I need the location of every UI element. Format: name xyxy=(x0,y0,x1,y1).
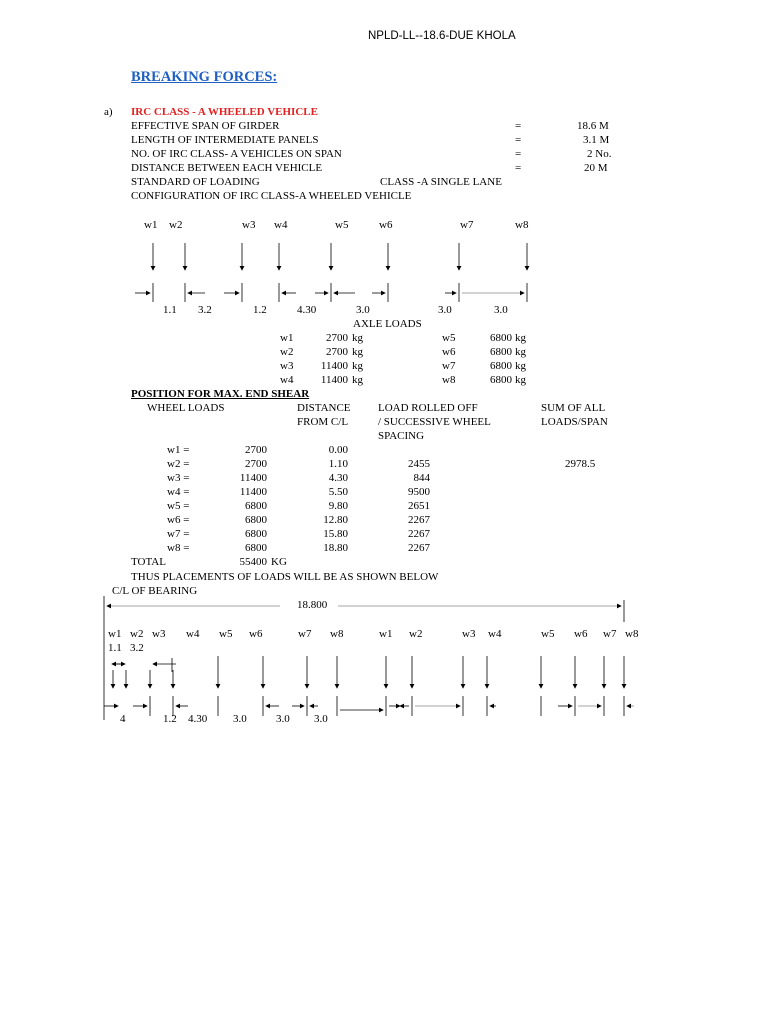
wheel-label: w7 xyxy=(460,219,474,231)
header-wheel-loads: WHEEL LOADS xyxy=(147,402,225,414)
spacing-label: 3.0 xyxy=(276,713,290,725)
cell-wheel: w4 = xyxy=(167,486,190,498)
standard-label: STANDARD OF LOADING xyxy=(131,176,260,188)
param-equals: = xyxy=(515,134,522,146)
total-value: 55400 xyxy=(239,556,267,568)
wheel-label: w3 xyxy=(242,219,256,231)
header-sum: SUM OF ALL xyxy=(541,402,606,414)
wheel-label: w5 xyxy=(335,219,349,231)
spacing-label: 1.1 xyxy=(163,304,177,316)
param-value: 2 No. xyxy=(587,148,612,160)
vehicle-dimension-line xyxy=(135,283,527,302)
spacing-label: 3.0 xyxy=(494,304,508,316)
cell-load: 11400 xyxy=(239,472,267,484)
param-label: EFFECTIVE SPAN OF GIRDER xyxy=(131,120,280,132)
page-title: BREAKING FORCES: xyxy=(131,69,278,85)
spacing-label: 1.1 xyxy=(108,642,122,654)
cell-load: 2700 xyxy=(245,444,267,456)
cell-wheel: w8 = xyxy=(167,542,190,554)
header-successive: / SUCCESSIVE WHEEL xyxy=(378,416,491,428)
axle-unit: kg xyxy=(515,346,526,358)
position-title: POSITION FOR MAX. END SHEAR xyxy=(131,388,310,400)
cell-load: 6800 xyxy=(245,514,267,526)
axle-name: w2 xyxy=(280,346,294,358)
wheel-label: w4 xyxy=(274,219,288,231)
axle-load: 2700 xyxy=(326,346,348,358)
wheel-label: w7 xyxy=(298,628,312,640)
axle-unit: kg xyxy=(515,360,526,372)
wheel-label: w2 xyxy=(169,219,183,231)
axle-unit: kg xyxy=(352,360,363,372)
wheel-label: w6 xyxy=(574,628,588,640)
placement-note: THUS PLACEMENTS OF LOADS WILL BE AS SHOWN BELOW xyxy=(131,571,439,583)
axle-load: 11400 xyxy=(320,360,348,372)
spacing-label: 4 xyxy=(120,713,126,725)
param-value: 20 M xyxy=(584,162,608,174)
cell-rolled: 2651 xyxy=(408,500,430,512)
wheel-label: w8 xyxy=(625,628,639,640)
cell-rolled: 9500 xyxy=(408,486,430,498)
axle-name: w4 xyxy=(280,374,294,386)
axle-unit: kg xyxy=(515,332,526,344)
param-equals: = xyxy=(515,148,522,160)
axle-name: w6 xyxy=(442,346,456,358)
wheel-label: w6 xyxy=(379,219,393,231)
cell-load: 6800 xyxy=(245,528,267,540)
wheel-label: w1 xyxy=(108,628,122,640)
axle-load: 2700 xyxy=(326,332,348,344)
param-label: LENGTH OF INTERMEDIATE PANELS xyxy=(131,134,319,146)
spacing-label: 3.0 xyxy=(233,713,247,725)
wheel-label: w8 xyxy=(515,219,529,231)
spacing-label: 3.0 xyxy=(438,304,452,316)
header-from-cl: FROM C/L xyxy=(297,416,349,428)
cell-rolled: 2267 xyxy=(408,528,430,540)
wheel-label: w3 xyxy=(462,628,476,640)
wheel-label: w2 xyxy=(409,628,423,640)
param-equals: = xyxy=(515,162,522,174)
header-spacing: SPACING xyxy=(378,430,425,442)
header-rolled-off: LOAD ROLLED OFF xyxy=(378,402,478,414)
bearing-label: C/L OF BEARING xyxy=(112,585,198,597)
cell-sum: 2978.5 xyxy=(565,458,596,470)
cell-rolled: 2267 xyxy=(408,542,430,554)
spacing-label: 1.2 xyxy=(163,713,177,725)
axle-loads-title: AXLE LOADS xyxy=(353,318,422,330)
cell-distance: 9.80 xyxy=(328,500,348,512)
spacing-label: 3.0 xyxy=(356,304,370,316)
cell-load: 11400 xyxy=(239,486,267,498)
span-label: 18.800 xyxy=(297,599,328,611)
placement-load-arrows xyxy=(113,656,624,688)
cell-wheel: w3 = xyxy=(167,472,190,484)
cell-distance: 1.10 xyxy=(328,458,348,470)
axle-unit: kg xyxy=(352,332,363,344)
cell-distance: 5.50 xyxy=(328,486,348,498)
cell-load: 6800 xyxy=(245,500,267,512)
cell-load: 6800 xyxy=(245,542,267,554)
spacing-label: 3.2 xyxy=(198,304,212,316)
wheel-label: w8 xyxy=(330,628,344,640)
wheel-label: w3 xyxy=(152,628,166,640)
axle-load: 6800 xyxy=(490,332,512,344)
axle-load: 6800 xyxy=(490,374,512,386)
total-unit: KG xyxy=(271,556,287,568)
wheel-label: w5 xyxy=(219,628,233,640)
standard-value: CLASS -A SINGLE LANE xyxy=(380,176,502,188)
axle-load: 6800 xyxy=(490,346,512,358)
cell-wheel: w7 = xyxy=(167,528,190,540)
axle-load: 11400 xyxy=(320,374,348,386)
cell-wheel: w5 = xyxy=(167,500,190,512)
cell-distance: 4.30 xyxy=(328,472,348,484)
axle-name: w7 xyxy=(442,360,456,372)
spacing-label: 3.2 xyxy=(130,642,144,654)
section-marker: a) xyxy=(104,106,113,118)
config-label: CONFIGURATION OF IRC CLASS-A WHEELED VEHICLE xyxy=(131,190,412,202)
cell-wheel: w6 = xyxy=(167,514,190,526)
cell-wheel: w2 = xyxy=(167,458,190,470)
vehicle-load-arrows xyxy=(153,243,527,270)
wheel-label: w7 xyxy=(603,628,617,640)
wheel-label: w6 xyxy=(249,628,263,640)
spacing-label: 4.30 xyxy=(188,713,208,725)
axle-unit: kg xyxy=(515,374,526,386)
param-value: 18.6 M xyxy=(577,120,609,132)
wheel-label: w4 xyxy=(186,628,200,640)
wheel-label: w1 xyxy=(379,628,393,640)
wheel-label: w2 xyxy=(130,628,144,640)
cell-distance: 0.00 xyxy=(328,444,348,456)
wheel-label: w1 xyxy=(144,219,158,231)
cell-rolled: 844 xyxy=(413,472,430,484)
header-distance: DISTANCE xyxy=(297,402,351,414)
header-loads-span: LOADS/SPAN xyxy=(541,416,608,428)
axle-name: w1 xyxy=(280,332,294,344)
axle-name: w5 xyxy=(442,332,456,344)
top-small-arrows xyxy=(112,658,176,672)
spacing-label: 4.30 xyxy=(297,304,317,316)
axle-unit: kg xyxy=(352,346,363,358)
cell-rolled: 2455 xyxy=(408,458,430,470)
document-header: NPLD-LL--18.6-DUE KHOLA xyxy=(368,30,516,42)
axle-name: w8 xyxy=(442,374,456,386)
cell-load: 2700 xyxy=(245,458,267,470)
spacing-label: 3.0 xyxy=(314,713,328,725)
cell-distance: 15.80 xyxy=(323,528,348,540)
param-equals: = xyxy=(515,120,522,132)
param-value: 3.1 M xyxy=(583,134,610,146)
param-label: DISTANCE BETWEEN EACH VEHICLE xyxy=(131,162,323,174)
param-label: NO. OF IRC CLASS- A VEHICLES ON SPAN xyxy=(131,148,342,160)
span-dimension xyxy=(104,596,624,720)
placement-dimension-line xyxy=(104,696,634,716)
axle-load: 6800 xyxy=(490,360,512,372)
cell-distance: 18.80 xyxy=(323,542,348,554)
cell-distance: 12.80 xyxy=(323,514,348,526)
section-title: IRC CLASS - A WHEELED VEHICLE xyxy=(131,106,318,118)
axle-name: w3 xyxy=(280,360,294,372)
cell-rolled: 2267 xyxy=(408,514,430,526)
cell-wheel: w1 = xyxy=(167,444,190,456)
wheel-label: w4 xyxy=(488,628,502,640)
axle-unit: kg xyxy=(352,374,363,386)
total-label: TOTAL xyxy=(131,556,166,568)
wheel-label: w5 xyxy=(541,628,555,640)
spacing-label: 1.2 xyxy=(253,304,267,316)
